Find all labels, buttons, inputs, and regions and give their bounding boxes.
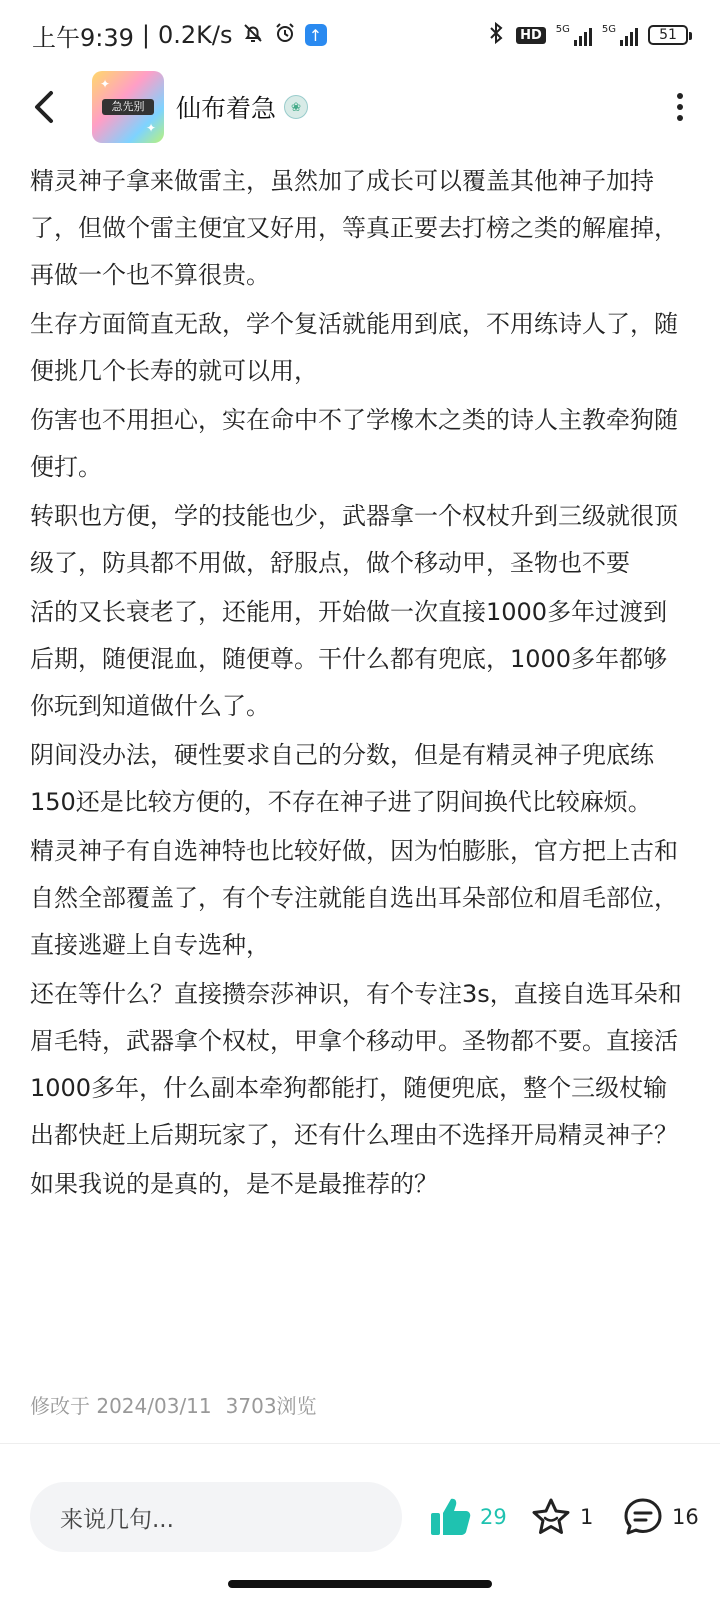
- sim1-network-label: 5G: [555, 24, 570, 35]
- star-icon: ✦: [146, 121, 157, 135]
- status-time: 上午9:39: [32, 23, 134, 52]
- post-paragraph: 活的又长衰老了，还能用，开始做一次直接1000多年过渡到后期，随便混血，随便尊。干什么都有兜底，1000多年都够你玩到知道做什么了。: [30, 598, 668, 720]
- comment-count: 16: [672, 1505, 699, 1529]
- post-paragraph: 还在等什么？直接攒奈莎神识，有个专注3s，直接自选耳朵和眉毛特，武器拿个权杖，甲拿个移动甲。圣物都不要。直接活1000多年，什么副本牵狗都能打，随便兜底，整个三级杖输出都快赶上后期玩家了，还有什么理由不选择开局精灵神子？: [30, 980, 682, 1149]
- post-meta: [30, 1390, 317, 1419]
- hd-voice-badge: HD: [516, 27, 546, 44]
- avatar-text: 急先别: [102, 99, 154, 115]
- signal-sim1-icon: [556, 24, 592, 46]
- battery-level: 51: [659, 27, 677, 43]
- app-notification-icon: ↑: [305, 24, 327, 46]
- comment-placeholder: 来说几句...: [60, 1506, 174, 1533]
- home-indicator[interactable]: [228, 1580, 492, 1588]
- favorite-count: 1: [580, 1505, 594, 1529]
- avatar[interactable]: [92, 71, 164, 143]
- post-body: [30, 158, 690, 1210]
- status-left: [32, 18, 327, 53]
- post-paragraph: 精灵神子有自选神特也比较好做，因为怕膨胀，官方把上古和自然全部覆盖了，有个专注就能自选出耳朵部位和眉毛部位，直接逃避上自专选种，: [30, 837, 678, 959]
- star-outline-icon: [530, 1496, 572, 1538]
- divider: [0, 1443, 720, 1444]
- alarm-clock-icon: [273, 21, 297, 49]
- bluetooth-icon: [486, 21, 506, 49]
- more-dot-icon: [677, 115, 683, 121]
- user-level-icon: ❀: [284, 95, 308, 119]
- sim2-network-label: 5G: [601, 24, 616, 35]
- comment-input[interactable]: [30, 1482, 402, 1552]
- comments-button[interactable]: [622, 1490, 699, 1544]
- signal-sim2-icon: [602, 24, 638, 46]
- like-button[interactable]: [428, 1490, 507, 1544]
- comment-bubble-icon: [622, 1496, 664, 1538]
- modified-date: 修改于 2024/03/11: [30, 1394, 212, 1418]
- favorite-button[interactable]: [530, 1490, 593, 1544]
- post-header: [0, 70, 720, 144]
- battery-icon: [648, 25, 688, 45]
- thumbs-up-icon: [428, 1495, 472, 1539]
- status-right: [486, 21, 688, 49]
- status-bar: [0, 0, 720, 70]
- more-options-button[interactable]: [660, 82, 700, 132]
- post-paragraph: 阴间没办法，硬性要求自己的分数，但是有精灵神子兜底练150还是比较方便的，不存在神子进了阴间换代比较麻烦。: [30, 741, 654, 816]
- view-count: 3703浏览: [225, 1394, 317, 1418]
- post-paragraph: 伤害也不用担心，实在命中不了学橡木之类的诗人主教牵狗随便打。: [30, 406, 678, 481]
- more-dot-icon: [677, 104, 683, 110]
- chevron-left-icon: [31, 89, 59, 125]
- post-paragraph: 转职也方便，学的技能也少，武器拿一个权杖升到三级就很顶级了，防具都不用做，舒服点，做个移动甲，圣物也不要: [30, 502, 678, 577]
- more-dot-icon: [677, 93, 683, 99]
- status-separator: |: [141, 21, 150, 49]
- net-speed: 0.2K/s: [158, 21, 233, 49]
- star-icon: ✦: [100, 77, 111, 91]
- back-button[interactable]: [20, 82, 70, 132]
- post-paragraph: 如果我说的是真的，是不是最推荐的？: [30, 1170, 438, 1198]
- bell-muted-icon: [241, 21, 265, 49]
- post-paragraph: 生存方面简直无敌，学个复活就能用到底，不用练诗人了，随便挑几个长寿的就可以用，: [30, 310, 678, 385]
- post-paragraph: 精灵神子拿来做雷主，虽然加了成长可以覆盖其他神子加持了，但做个雷主便宜又好用，等真正要去打榜之类的解雇掉，再做一个也不算很贵。: [30, 167, 678, 289]
- author-name[interactable]: 仙布着急: [176, 94, 277, 123]
- like-count: 29: [480, 1505, 507, 1529]
